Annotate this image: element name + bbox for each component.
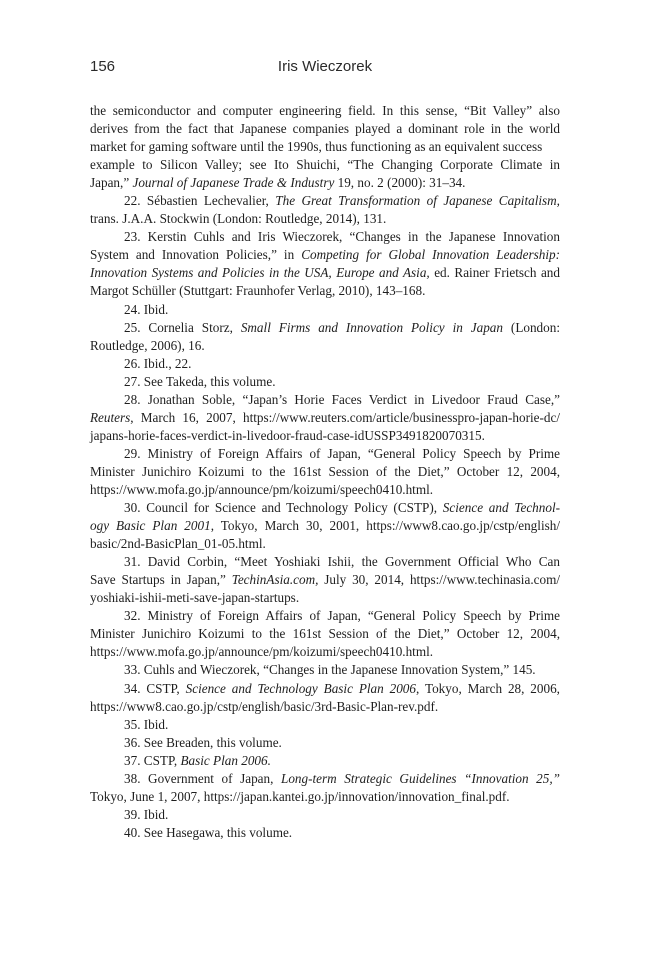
text-segment: 29. Ministry of Foreign Affairs of Japan, “General Policy Speech by Prime: [124, 445, 560, 461]
italic-text-segment: The Great Transformation of Japanese Capitalism,: [275, 193, 560, 209]
italic-text-segment: ogy Basic Plan 2001: [90, 518, 211, 534]
text-segment: , March 16, 2007, https://www.reuters.com/article/businesspro-japan-horie-dc/: [130, 409, 560, 425]
text-line: [90, 481, 560, 499]
text-segment: 30. Council for Science and Technology Policy (CSTP),: [124, 500, 443, 516]
text-segment: 23. Kerstin Cuhls and Iris Wieczorek, “Changes in the Japanese Innovation: [124, 229, 560, 245]
text-segment: https://www8.cao.go.jp/cstp/english/basic/3rd-Basic-Plan-rev.pdf.: [90, 698, 439, 714]
text-line: [90, 174, 560, 192]
text-line: [90, 427, 560, 445]
text-segment: 39. Ibid.: [124, 806, 169, 822]
text-segment: 28. Jonathan Soble, “Japan’s Horie Faces Verdict in Livedoor Fraud Case,”: [124, 391, 560, 407]
text-segment: derives from the fact that Japanese companies played a dominant role in the world: [90, 121, 560, 137]
text-line: [90, 571, 560, 589]
text-line: [90, 409, 560, 427]
text-segment: market for gaming software until the 1990s, thus functioning as an equivalent success: [90, 139, 543, 155]
text-segment: Japan,”: [90, 175, 133, 191]
text-segment: Minister Junichiro Koizumi to the 161st Session of the Diet,” October 12, 2004,: [90, 626, 560, 642]
text-segment: 24. Ibid.: [124, 301, 169, 317]
text-line: [90, 824, 560, 842]
text-segment: July 30, 2014, https://www.techinasia.com/: [318, 572, 560, 588]
italic-text-segment: Long-term Strategic Guidelines “Innovation 25,”: [281, 770, 560, 786]
text-line: [90, 355, 560, 373]
text-segment: japans-horie-faces-verdict-in-livedoor-fraud-case-idUSSP3491820070315.: [90, 427, 485, 443]
text-line: [90, 553, 560, 571]
text-line: [90, 680, 560, 698]
text-segment: System and Innovation Policies,” in: [90, 247, 302, 263]
text-segment: , Tokyo, March 30, 2001, https://www8.cao.go.jp/cstp/english/: [210, 518, 560, 534]
italic-text-segment: Small Firms and Innovation Policy in Japan: [240, 319, 503, 335]
text-line: [90, 319, 560, 337]
text-line: [90, 716, 560, 734]
text-line: [90, 156, 560, 174]
text-line: [90, 806, 560, 824]
italic-text-segment: Science and Technol-: [442, 500, 561, 516]
text-segment: trans. J.A.A. Stockwin (London: Routledge, 2014), 131.: [90, 211, 387, 227]
text-segment: 31. David Corbin, “Meet Yoshiaki Ishii, the Government Official Who Can: [124, 554, 560, 570]
page-header: [90, 58, 560, 78]
text-line: [90, 752, 560, 770]
text-line: [90, 463, 560, 481]
text-line: [90, 445, 560, 463]
text-segment: 19, no. 2 (2000): 31–34.: [334, 175, 466, 191]
text-line: [90, 228, 560, 246]
text-line: [90, 246, 560, 264]
italic-text-segment: Competing for Global Innovation Leadership:: [301, 247, 560, 263]
text-line: [90, 192, 560, 210]
text-segment: 37. CSTP,: [124, 752, 181, 768]
text-line: [90, 120, 560, 138]
text-line: [90, 734, 560, 752]
text-segment: Minister Junichiro Koizumi to the 161st Session of the Diet,” October 12, 2004,: [90, 463, 560, 479]
italic-text-segment: Journal of Japanese Trade & Industry: [132, 175, 335, 191]
text-line: [90, 643, 560, 661]
text-segment: 25. Cornelia Storz,: [124, 319, 241, 335]
text-line: [90, 282, 560, 300]
text-segment: 33. Cuhls and Wieczorek, “Changes in the Japanese Innovation System,” 145.: [124, 662, 536, 678]
text-segment: Save Startups in Japan,”: [90, 572, 232, 588]
text-segment: Routledge, 2006), 16.: [90, 337, 205, 353]
italic-text-segment: Innovation Systems and Policies in the USA, Europe and Asia,: [90, 265, 430, 281]
text-segment: 32. Ministry of Foreign Affairs of Japan, “General Policy Speech by Prime: [124, 608, 560, 624]
text-segment: Margot Schüller (Stuttgart: Fraunhofer Verlag, 2010), 143–168.: [90, 283, 426, 299]
italic-text-segment: Basic Plan 2006.: [180, 752, 271, 768]
text-line: [90, 535, 560, 553]
text-segment: https://www.mofa.go.jp/announce/pm/koizumi/speech0410.html.: [90, 644, 434, 660]
italic-text-segment: Science and Technology Basic Plan 2006: [185, 680, 416, 696]
text-segment: 34. CSTP,: [124, 680, 186, 696]
text-line: [90, 661, 560, 679]
text-line: [90, 607, 560, 625]
text-line: [90, 698, 560, 716]
text-line: [90, 788, 560, 806]
text-segment: ed. Rainer Frietsch and: [429, 265, 560, 281]
text-segment: Tokyo, June 1, 2007, https://japan.kantei.go.jp/innovation/innovation_final.pdf.: [90, 788, 510, 804]
text-segment: , Tokyo, March 28, 2006,: [416, 680, 560, 696]
text-segment: https://www.mofa.go.jp/announce/pm/koizumi/speech0410.html.: [90, 481, 434, 497]
page-number: 156: [90, 58, 116, 75]
text-line: [90, 373, 560, 391]
text-segment: example to Silicon Valley; see Ito Shuichi, “The Changing Corporate Climate in: [90, 157, 560, 173]
text-segment: yoshiaki-ishii-meti-save-japan-startups.: [90, 590, 300, 606]
text-line: [90, 391, 560, 409]
text-segment: 35. Ibid.: [124, 716, 169, 732]
text-segment: basic/2nd-BasicPlan_01-05.html.: [90, 536, 266, 552]
text-line: [90, 517, 560, 535]
italic-text-segment: Reuters: [90, 409, 131, 425]
endnotes-text: [90, 102, 560, 842]
text-segment: 27. See Takeda, this volume.: [124, 373, 276, 389]
running-head: Iris Wieczorek: [277, 58, 373, 75]
italic-text-segment: TechinAsia.com,: [231, 572, 319, 588]
text-line: [90, 138, 560, 156]
text-line: [90, 625, 560, 643]
text-line: [90, 102, 560, 120]
text-line: [90, 264, 560, 282]
text-segment: the semiconductor and computer engineering field. In this sense, “Bit Valley” also: [90, 103, 560, 118]
text-segment: 26. Ibid., 22.: [124, 355, 192, 371]
text-segment: 36. See Breaden, this volume.: [124, 734, 282, 750]
text-line: [90, 499, 560, 517]
text-line: [90, 770, 560, 788]
text-segment: 22. Sébastien Lechevalier,: [124, 193, 276, 209]
text-line: [90, 337, 560, 355]
text-line: [90, 589, 560, 607]
text-segment: (London:: [503, 319, 561, 335]
text-segment: 38. Government of Japan,: [124, 770, 281, 786]
text-line: [90, 301, 560, 319]
text-segment: 40. See Hasegawa, this volume.: [124, 824, 293, 840]
text-line: [90, 210, 560, 228]
